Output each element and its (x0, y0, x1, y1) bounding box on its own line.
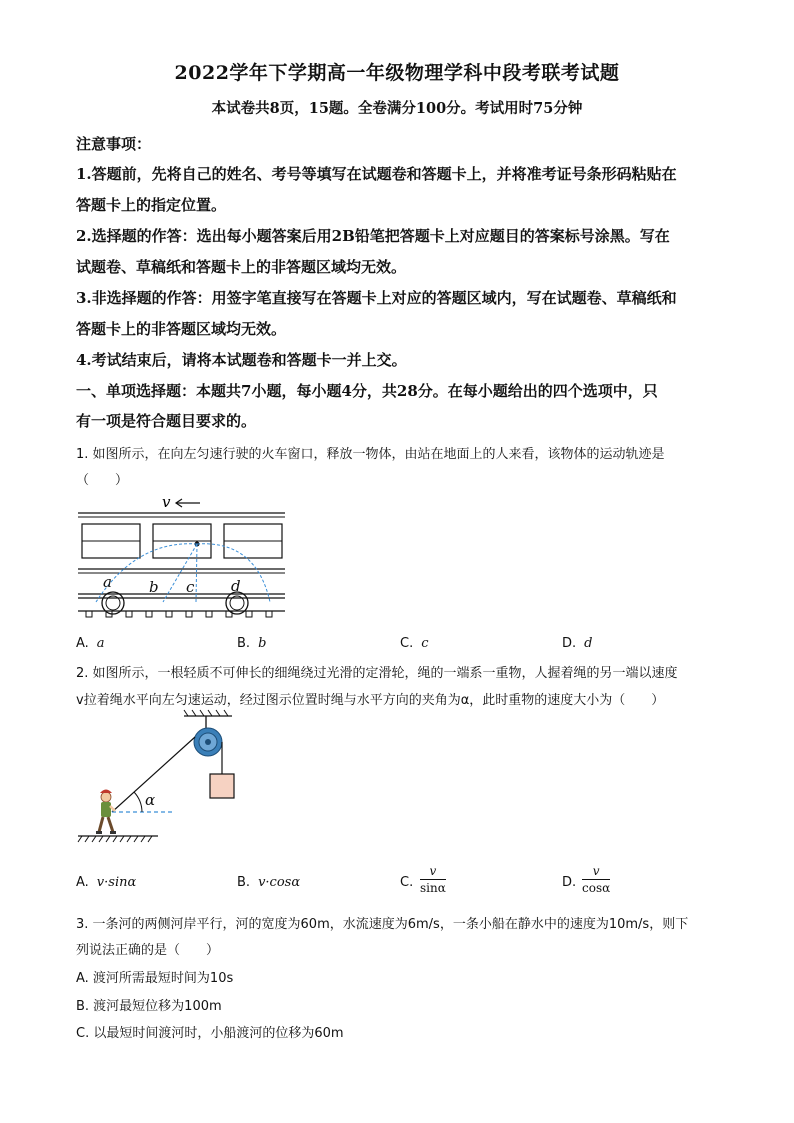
hanging-block (210, 774, 234, 798)
path-label-c: c (186, 578, 195, 596)
notice-line: 答题卡上的指定位置。 (76, 196, 227, 214)
train-figure (76, 490, 291, 625)
q3-option-a[interactable]: A. 渡河所需最短时间为10s (76, 971, 234, 986)
path-label-d: d (231, 577, 241, 595)
q1-option-d[interactable]: D. d (562, 636, 593, 651)
path-label-b: b (149, 578, 159, 596)
q2-option-c[interactable]: C. (400, 875, 414, 890)
pulley-figure (76, 712, 246, 857)
q1-option-b[interactable]: B. b (237, 636, 267, 651)
notice-line: 3.非选择题的作答：用签字笔直接写在答题卡上对应的答题区域内，写在试题卷、草稿纸和 (76, 289, 677, 307)
q2-option-d[interactable]: D. (562, 875, 577, 890)
notice-line: 4.考试结束后，请将本试题卷和答题卡一并上交。 (76, 351, 407, 369)
notice-line: 试题卷、草稿纸和答题卡上的非答题区域均无效。 (76, 258, 407, 276)
q3-stem-cont: 列说法正确的是（ ） (76, 943, 220, 958)
q2-option-c-fraction[interactable]: $\frac{v}{\sin\alpha}$ (420, 864, 446, 895)
q1-stem-cont: （ ） (76, 473, 129, 488)
q2-option-b[interactable]: B. v·cosα (237, 875, 301, 890)
exam-subtitle: 本试卷共8页，15题。全卷满分100分。考试用时75分钟 (211, 100, 583, 117)
q1-option-c[interactable]: C. c (400, 636, 429, 651)
q3-option-b[interactable]: B. 渡河最短位移为100m (76, 999, 222, 1014)
arrow-left-icon (176, 499, 200, 507)
q2-option-d-fraction[interactable]: $\frac{v}{\cos\alpha}$ (582, 864, 611, 895)
q2-stem-cont: v拉着绳水平向左匀速运动，经过图示位置时绳与水平方向的夹角为α，此时重物的速度大小为（ ） (76, 693, 665, 708)
notice-line: 答题卡上的非答题区域均无效。 (76, 320, 287, 338)
section-heading-cont: 有一项是符合题目要求的。 (76, 412, 257, 430)
q3-option-c[interactable]: C. 以最短时间渡河时，小船渡河的位移为60m (76, 1026, 344, 1041)
q2-option-a[interactable]: A. v·sinα (76, 875, 137, 890)
exam-title: 2022学年下学期高一年级物理学科中段考联考试题 (174, 62, 620, 84)
section-heading: 一、单项选择题：本题共7小题，每小题4分，共28分。在每小题给出的四个选项中，只 (76, 382, 658, 400)
q1-stem: 1. 如图所示，在向左匀速行驶的火车窗口，释放一物体，由站在地面上的人来看，该物体的运动轨迹是 (76, 447, 665, 462)
notice-line: 2.选择题的作答：选出每小题答案后用2B铅笔把答题卡上对应题目的答案标号涂黑。写在 (76, 227, 670, 245)
q3-stem: 3. 一条河的两侧河岸平行，河的宽度为60m，水流速度为6m/s，一条小船在静水中的速度为10m/s，则下 (76, 917, 689, 932)
notice-line: 1.答题前，先将自己的姓名、考号等填写在试题卷和答题卡上，并将准考证号条形码粘贴在 (76, 165, 677, 183)
q2-stem: 2. 如图所示，一根轻质不可伸长的细绳绕过光滑的定滑轮，绳的一端系一重物，人握着绳的另一端以速度 (76, 666, 678, 681)
pulley-wheel (194, 728, 222, 756)
q1-option-a[interactable]: A. a (76, 636, 105, 651)
notice-heading: 注意事项： (76, 135, 152, 153)
path-label-a: a (103, 573, 112, 591)
velocity-label: v (162, 493, 171, 511)
angle-label: α (145, 791, 156, 809)
